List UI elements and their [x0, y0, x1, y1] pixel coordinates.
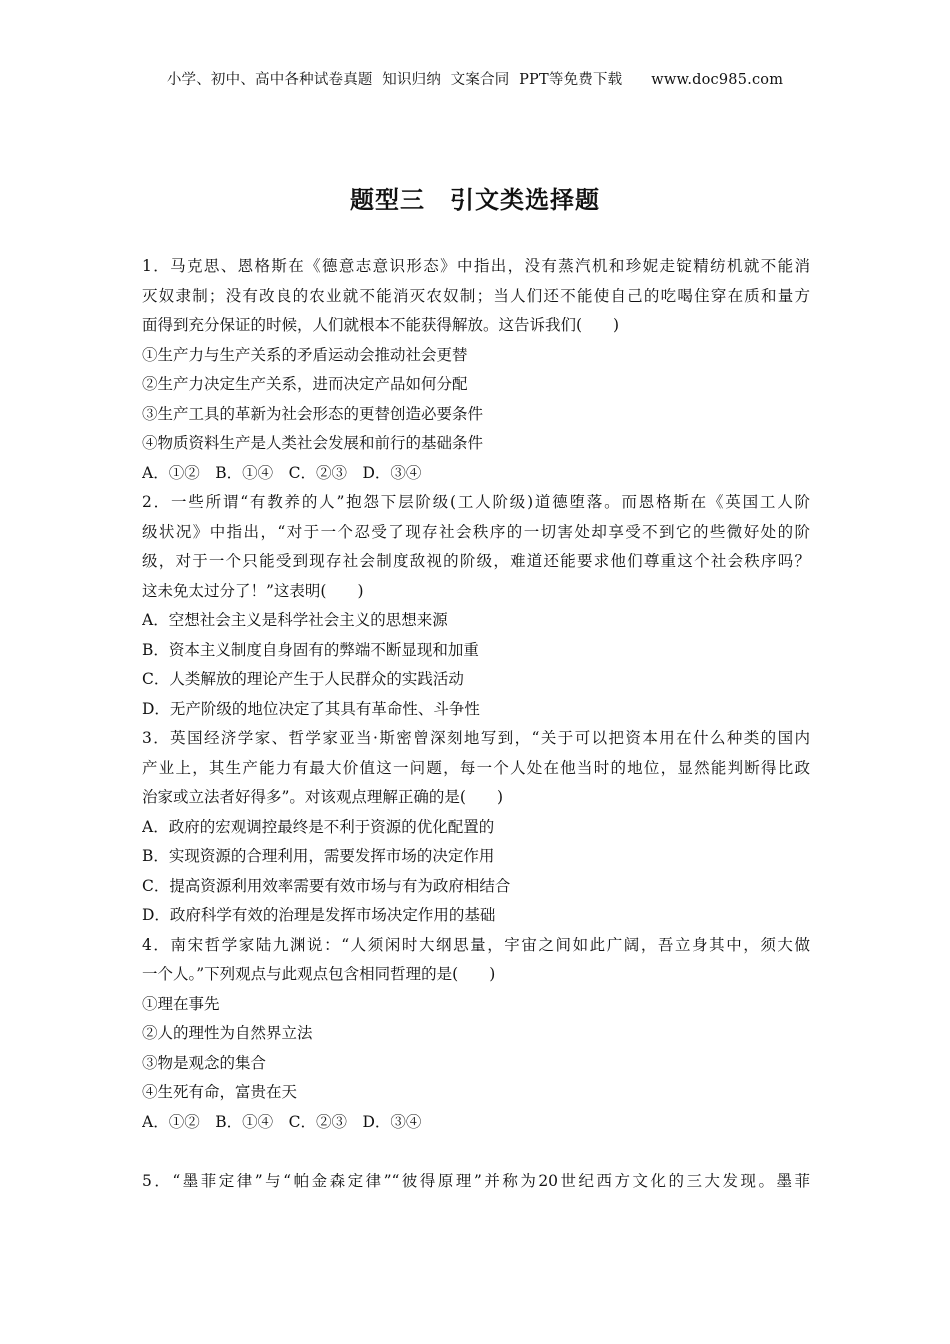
question-stem-line: 1．马克思、恩格斯在《德意志意识形态》中指出，没有蒸汽机和珍妮走锭精纺机就不能消 [142, 257, 810, 275]
statement-item: ①理在事先 [142, 994, 220, 1013]
question-list [142, 252, 810, 1197]
question-2 [142, 488, 810, 724]
question-stem-line: 4．南宋哲学家陆九渊说：“人须闲时大纲思量，宇宙之间如此广阔，吾立身其中，须大做 [142, 935, 810, 954]
statement-item: ②生产力决定生产关系，进而决定产品如何分配 [142, 375, 468, 393]
question-stem-line: 级状况》中指出，“对于一个忍受了现存社会秩序的一切害处却享受不到它的些微好处的阶 [142, 522, 810, 541]
page-header: 小学、初中、高中各种试卷真题 知识归纳 文案合同 PPT等免费下载 www.doc985.com [166, 72, 784, 88]
statement-item: ①生产力与生产关系的矛盾运动会推动社会更替 [142, 345, 468, 364]
statement-item: ③生产工具的革新为社会形态的更替创造必要条件 [142, 404, 484, 423]
statement-item: ④生死有命，富贵在天 [142, 1083, 298, 1101]
answer-option: A．空想社会主义是科学社会主义的思想来源 [142, 611, 448, 629]
page-title: 题型三 引文类选择题 [350, 185, 600, 214]
answer-option: D．无产阶级的地位决定了其具有革命性、斗争性 [142, 699, 480, 718]
answer-options: A．①② B．①④ C．②③ D．③④ [142, 463, 422, 482]
question-3 [142, 724, 810, 931]
question-1 [142, 252, 810, 488]
question-stem-line: 2．一些所谓“有教养的人”抱怨下层阶级(工人阶级)道德堕落。而恩格斯在《英国工人阶 [142, 493, 810, 511]
answer-option: A．政府的宏观调控最终是不利于资源的优化配置的 [142, 817, 495, 836]
question-stem-line: 5．“墨菲定律”与“帕金森定律”“彼得原理”并称为20世纪西方文化的三大发现。墨菲 [142, 1172, 810, 1190]
answer-options: A．①② B．①④ C．②③ D．③④ [142, 1112, 422, 1131]
question-4 [142, 931, 810, 1138]
statement-item: ④物质资料生产是人类社会发展和前行的基础条件 [142, 434, 484, 452]
question-stem-line: 治家或立法者好得多”。对该观点理解正确的是( ) [142, 788, 504, 806]
answer-option: B．实现资源的合理利用，需要发挥市场的决定作用 [142, 847, 495, 865]
question-stem-line: 灭奴隶制；没有改良的农业就不能消灭农奴制；当人们还不能使自己的吃喝住穿在质和量方 [142, 286, 810, 305]
question-stem-line: 级，对于一个只能受到现存社会制度敌视的阶级，难道还能要求他们尊重这个社会秩序吗？ [142, 552, 810, 570]
answer-option: C．人类解放的理论产生于人民群众的实践活动 [142, 670, 464, 688]
paragraph-gap [142, 1137, 810, 1167]
question-stem-line: 3．英国经济学家、哲学家亚当·斯密曾深刻地写到，“关于可以把资本用在什么种类的国内 [142, 729, 810, 747]
answer-option: B．资本主义制度自身固有的弊端不断显现和加重 [142, 640, 479, 659]
question-stem-line: 产业上，其生产能力有最大价值这一问题，每一个人处在他当时的地位，显然能判断得比政 [142, 758, 810, 777]
question-stem-line: 一个人。”下列观点与此观点包含相同哲理的是( ) [142, 965, 496, 983]
question-stem-line: 面得到充分保证的时候，人们就根本不能获得解放。这告诉我们( ) [142, 316, 620, 334]
question-stem-line: 这未免太过分了！”这表明( ) [142, 581, 364, 600]
answer-option: D．政府科学有效的治理是发挥市场决定作用的基础 [142, 906, 496, 924]
statement-item: ③物是观念的集合 [142, 1053, 267, 1072]
statement-item: ②人的理性为自然界立法 [142, 1024, 313, 1042]
answer-option: C．提高资源利用效率需要有效市场与有为政府相结合 [142, 876, 511, 895]
question-5 [142, 1167, 810, 1197]
